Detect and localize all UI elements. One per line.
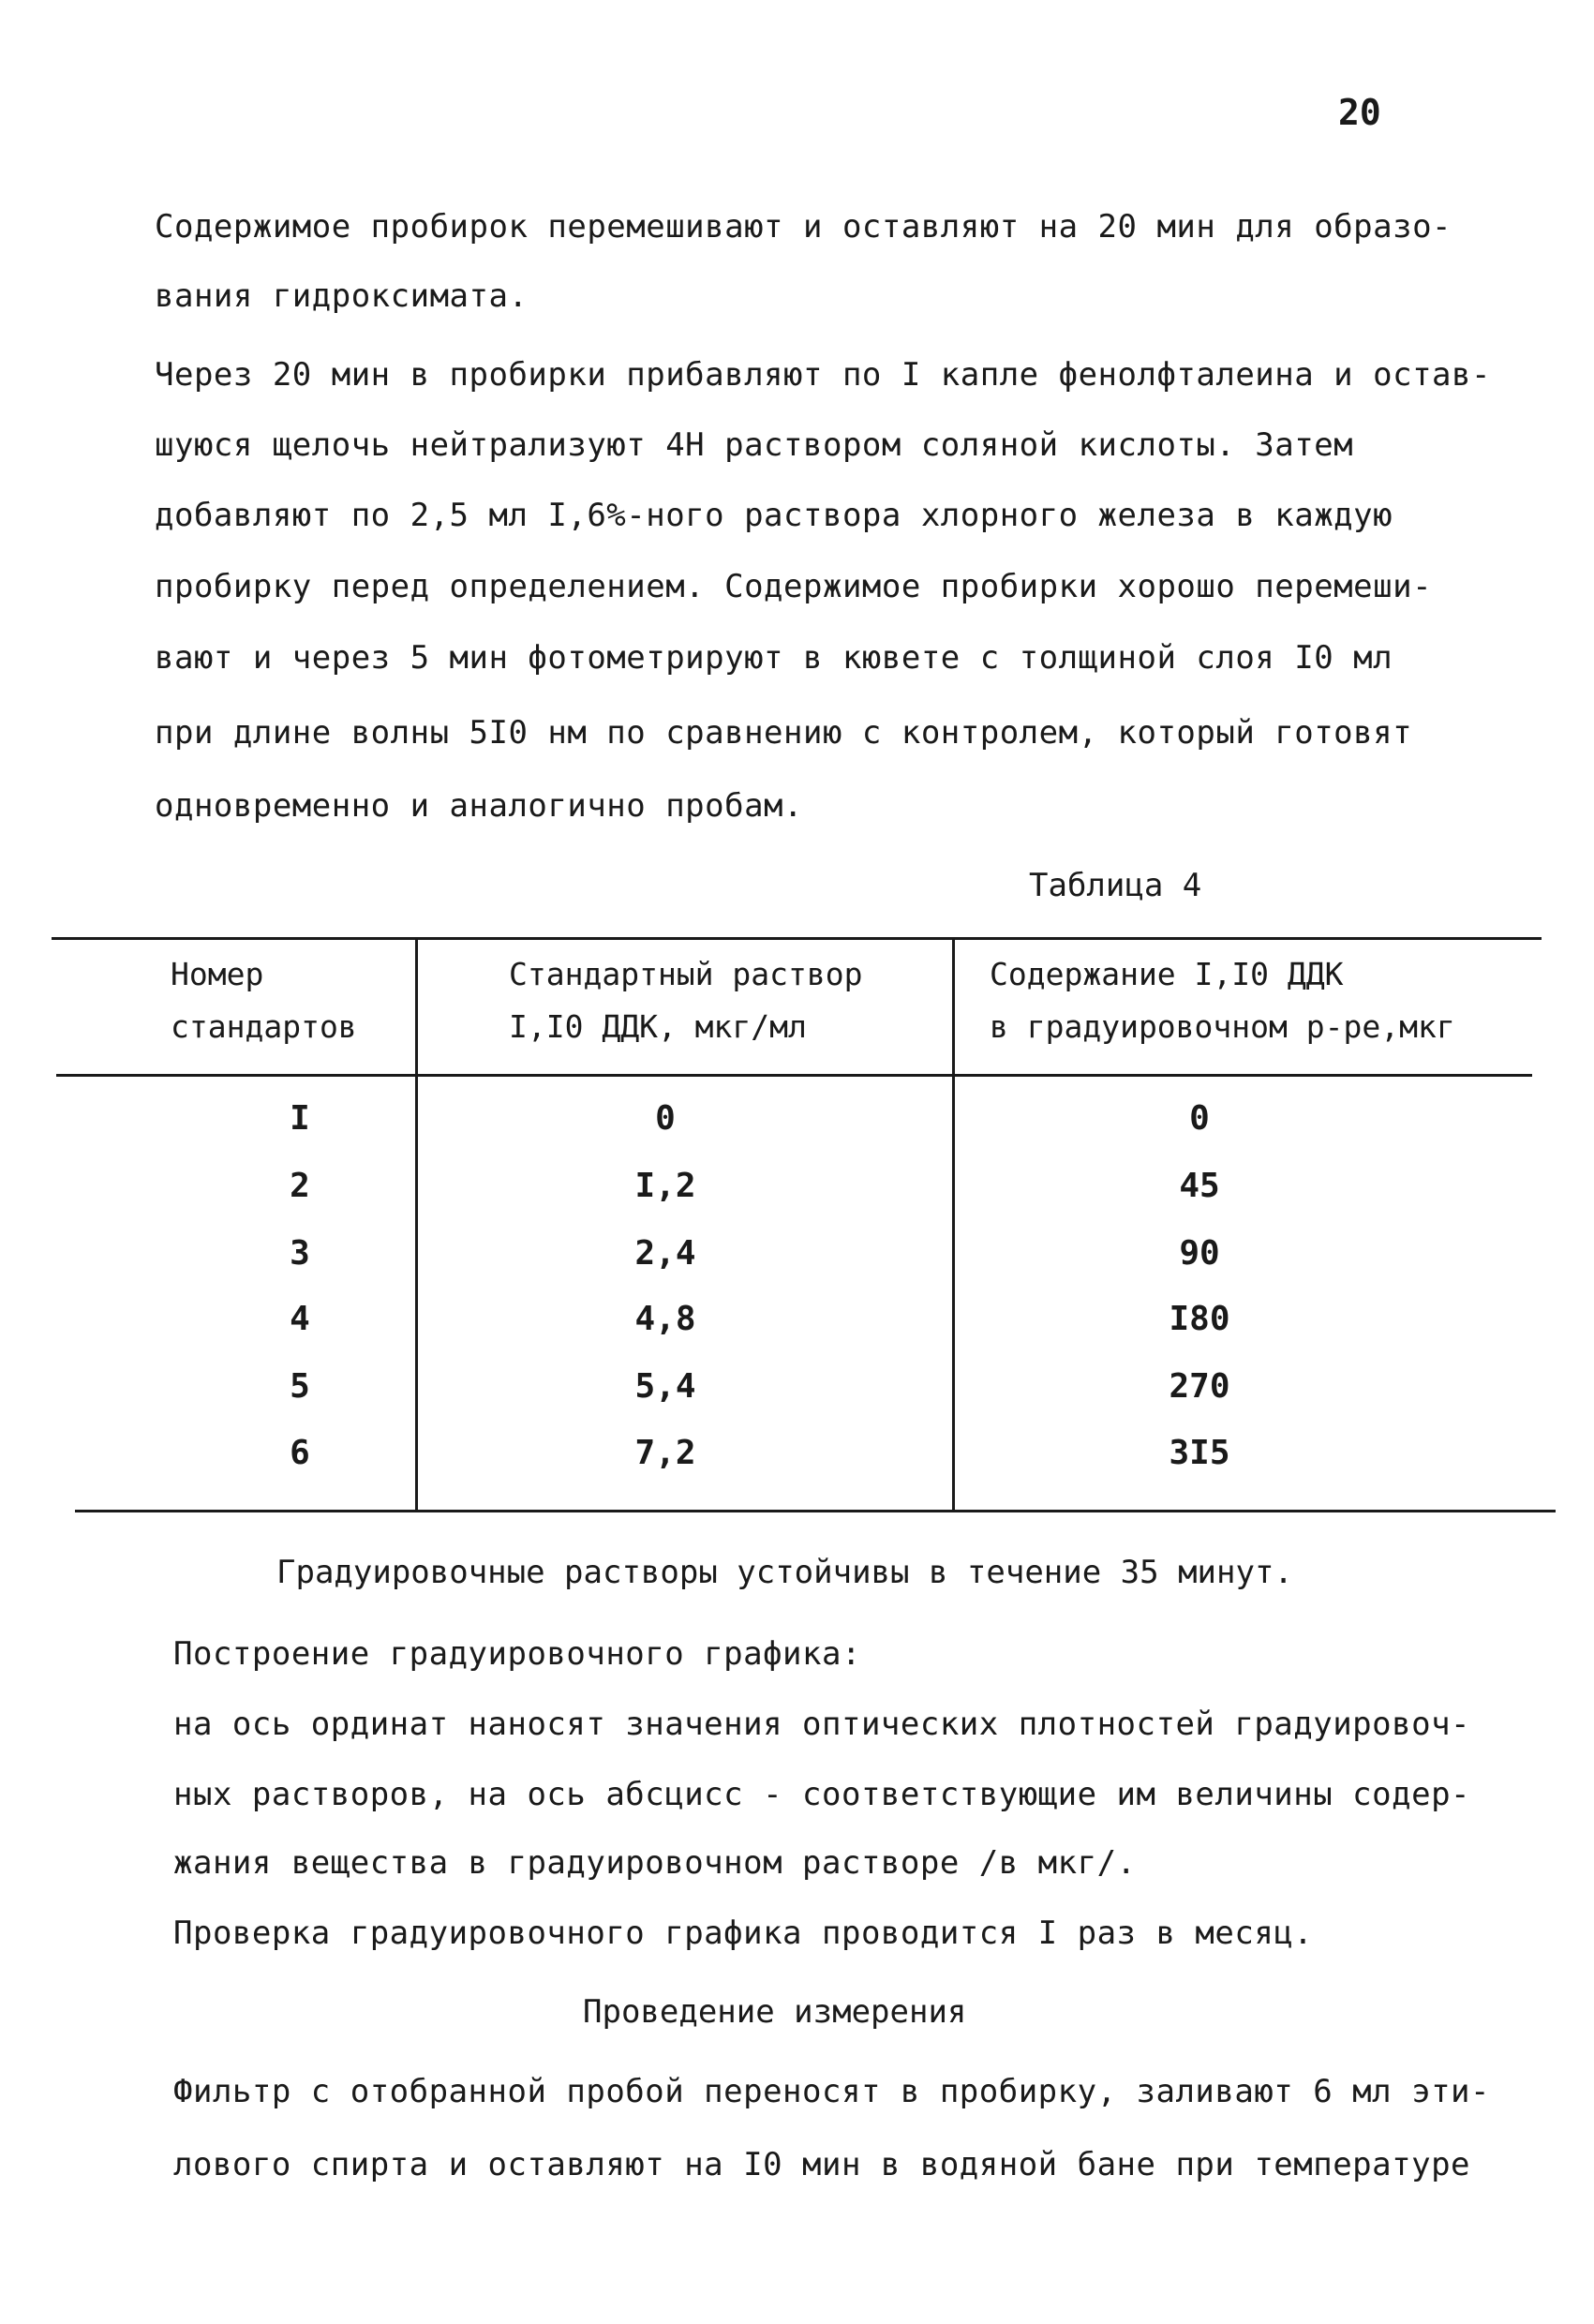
table-header-rule xyxy=(56,1074,1532,1077)
table-bottom-rule xyxy=(75,1510,1556,1512)
table-row xyxy=(0,1234,1594,1302)
table-header-col-1: Номер стандартов xyxy=(171,956,357,1045)
table-row xyxy=(0,1167,1594,1234)
table-cell: 3 xyxy=(290,1234,310,1273)
paragraph-1-line: вания гидроксимата. xyxy=(155,277,529,315)
stability-note: Градуировочные растворы устойчивы в течение 35 минут. xyxy=(276,1554,1293,1591)
paragraph-1-line: Содержимое пробирок перемешивают и оставляют на 20 мин для образо- xyxy=(155,208,1452,246)
table-cell: 3I5 xyxy=(1169,1434,1230,1472)
table-cell: 7,2 xyxy=(634,1434,696,1472)
table-cell: I80 xyxy=(1169,1300,1230,1338)
table-row xyxy=(0,1099,1594,1167)
measurement-text-line: лового спирта и оставляют на I0 мин в водяной бане при температуре xyxy=(173,2146,1471,2183)
paragraph-2-line: при длине волны 5I0 нм по сравнению с контролем, который готовят xyxy=(155,714,1413,752)
paragraph-2-line: вают и через 5 мин фотометрируют в кювете с толщиной слоя I0 мл xyxy=(155,639,1393,677)
paragraph-2-line: пробирку перед определением. Содержимое пробирки хорошо перемеши- xyxy=(155,568,1433,605)
table-cell: 45 xyxy=(1179,1167,1220,1205)
table-cell: I,2 xyxy=(634,1167,696,1205)
table-cell: 90 xyxy=(1179,1234,1220,1273)
table-header-col-3: Содержание I,I0 ДДК в градуировочном р-ре,мкг xyxy=(990,956,1455,1045)
paragraph-2-line: добавляют по 2,5 мл I,6%-ного раствора хлорного железа в каждую xyxy=(155,497,1393,534)
table-cell: 2 xyxy=(290,1167,310,1205)
measurement-text-line: Фильтр с отобранной пробой переносят в пробирку, заливают 6 мл эти- xyxy=(173,2073,1490,2110)
table-row xyxy=(0,1367,1594,1435)
table-cell: 6 xyxy=(290,1434,310,1472)
table-caption: Таблица 4 xyxy=(1029,867,1202,904)
table-cell: 2,4 xyxy=(634,1234,696,1273)
table-cell: 5 xyxy=(290,1367,310,1406)
graph-text-line: на ось ординат наносят значения оптических плотностей градуировоч- xyxy=(173,1706,1471,1743)
graph-text-line: ных растворов, на ось абсцисс - соответствующие им величины содер- xyxy=(173,1776,1471,1813)
table-cell: 5,4 xyxy=(634,1367,696,1406)
table-header-col-2: Стандартный раствор I,I0 ДДК, мкг/мл xyxy=(509,956,863,1045)
table-cell: 270 xyxy=(1169,1367,1230,1406)
paragraph-2-line: шуюся щелочь нейтрализуют 4Н раствором соляной кислоты. Затем xyxy=(155,426,1354,464)
table-row xyxy=(0,1434,1594,1501)
table-cell: 0 xyxy=(1189,1099,1210,1138)
table-cell: I xyxy=(290,1099,310,1138)
paragraph-2-line: Через 20 мин в пробирки прибавляют по I капле фенолфталеина и остав- xyxy=(155,356,1491,394)
table-cell: 4 xyxy=(290,1300,310,1338)
graph-text-line: жания вещества в градуировочном растворе /в мкг/. xyxy=(173,1844,1137,1882)
table-cell: 0 xyxy=(655,1099,676,1138)
page-number: 20 xyxy=(1338,92,1381,133)
graph-check: Проверка градуировочного графика проводится I раз в месяц. xyxy=(173,1914,1314,1952)
table-cell: 4,8 xyxy=(634,1300,696,1338)
table-row xyxy=(0,1300,1594,1367)
measurement-heading: Проведение измерения xyxy=(583,1993,967,2031)
table-top-rule xyxy=(52,937,1542,940)
graph-heading: Построение градуировочного графика: xyxy=(173,1635,861,1673)
paragraph-2-line: одновременно и аналогично пробам. xyxy=(155,787,804,825)
